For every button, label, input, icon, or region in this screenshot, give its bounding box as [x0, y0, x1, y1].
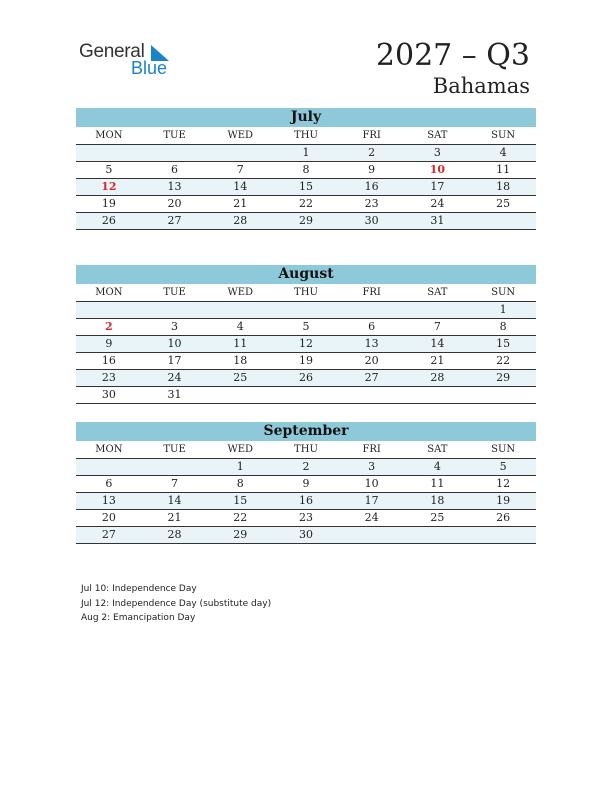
empty-day-cell — [405, 527, 471, 544]
day-cell: 26 — [76, 213, 142, 230]
day-cell: 18 — [405, 493, 471, 510]
week-row — [76, 213, 536, 230]
holiday-note: Aug 2: Emancipation Day — [81, 613, 196, 623]
day-cell: 6 — [339, 319, 405, 336]
month-september — [76, 422, 536, 544]
week-row — [76, 162, 536, 179]
day-cell: 1 — [470, 302, 536, 319]
weekday-header: FRI — [339, 284, 405, 302]
day-cell: 22 — [470, 353, 536, 370]
day-cell: 15 — [207, 493, 273, 510]
logo — [79, 41, 179, 81]
day-cell: 1 — [207, 459, 273, 476]
weekday-header: THU — [273, 441, 339, 459]
empty-day-cell — [470, 387, 536, 404]
day-cell: 13 — [76, 493, 142, 510]
day-cell: 8 — [273, 162, 339, 179]
day-cell: 30 — [76, 387, 142, 404]
day-cell: 11 — [207, 336, 273, 353]
month-august — [76, 265, 536, 404]
day-cell: 24 — [142, 370, 208, 387]
day-cell: 5 — [273, 319, 339, 336]
day-cell: 6 — [142, 162, 208, 179]
calendar-grid — [76, 284, 536, 404]
weekday-header: SAT — [405, 441, 471, 459]
day-cell: 9 — [273, 476, 339, 493]
day-cell: 3 — [405, 145, 471, 162]
day-cell: 28 — [142, 527, 208, 544]
month-title: August — [76, 265, 536, 284]
day-cell: 25 — [207, 370, 273, 387]
day-cell: 9 — [339, 162, 405, 179]
day-cell: 10 — [339, 476, 405, 493]
week-row — [76, 179, 536, 196]
empty-day-cell — [207, 387, 273, 404]
calendar-grid — [76, 127, 536, 230]
day-cell: 16 — [339, 179, 405, 196]
day-cell: 19 — [76, 196, 142, 213]
month-title: September — [76, 422, 536, 441]
weekday-header: TUE — [142, 284, 208, 302]
empty-day-cell — [76, 459, 142, 476]
empty-day-cell — [76, 145, 142, 162]
week-row — [76, 336, 536, 353]
week-row — [76, 527, 536, 544]
day-cell: 21 — [405, 353, 471, 370]
empty-day-cell — [273, 387, 339, 404]
week-row — [76, 493, 536, 510]
day-cell: 21 — [207, 196, 273, 213]
day-cell: 23 — [76, 370, 142, 387]
week-row — [76, 196, 536, 213]
day-cell: 24 — [405, 196, 471, 213]
weekday-header: TUE — [142, 441, 208, 459]
holiday-note: Jul 12: Independence Day (substitute day) — [81, 598, 272, 609]
day-cell: 21 — [142, 510, 208, 527]
day-cell: 8 — [470, 319, 536, 336]
day-cell: 24 — [339, 510, 405, 527]
day-cell: 15 — [470, 336, 536, 353]
holiday-notes — [81, 582, 271, 626]
day-cell: 7 — [405, 319, 471, 336]
day-cell: 20 — [76, 510, 142, 527]
day-cell: 13 — [142, 179, 208, 196]
empty-day-cell — [470, 213, 536, 230]
calendar-grid — [76, 441, 536, 544]
weekday-header: MON — [76, 127, 142, 145]
page-title: 2027 – Q3 — [375, 38, 530, 73]
day-cell: 19 — [470, 493, 536, 510]
day-cell: 17 — [339, 493, 405, 510]
day-cell: 7 — [207, 162, 273, 179]
day-cell: 2 — [273, 459, 339, 476]
day-cell: 16 — [76, 353, 142, 370]
day-cell: 30 — [339, 213, 405, 230]
day-cell: 29 — [470, 370, 536, 387]
day-cell: 3 — [339, 459, 405, 476]
empty-day-cell — [76, 302, 142, 319]
day-cell: 31 — [142, 387, 208, 404]
weekday-header: WED — [207, 441, 273, 459]
weekday-header: SUN — [470, 441, 536, 459]
month-july — [76, 108, 536, 230]
holiday-note: Jul 10: Independence Day — [81, 584, 197, 594]
day-cell: 26 — [273, 370, 339, 387]
weekday-header: THU — [273, 127, 339, 145]
empty-day-cell — [339, 387, 405, 404]
week-row — [76, 459, 536, 476]
weekday-header: THU — [273, 284, 339, 302]
empty-day-cell — [142, 145, 208, 162]
empty-day-cell — [339, 527, 405, 544]
day-cell: 8 — [207, 476, 273, 493]
day-cell: 2 — [339, 145, 405, 162]
day-cell: 9 — [76, 336, 142, 353]
day-cell: 10 — [405, 162, 471, 179]
day-cell: 25 — [405, 510, 471, 527]
day-cell: 6 — [76, 476, 142, 493]
day-cell: 14 — [207, 179, 273, 196]
day-cell: 28 — [405, 370, 471, 387]
day-cell: 2 — [76, 319, 142, 336]
month-title: July — [76, 108, 536, 127]
day-cell: 13 — [339, 336, 405, 353]
week-row — [76, 476, 536, 493]
weekday-header: MON — [76, 441, 142, 459]
weekday-header: SAT — [405, 127, 471, 145]
day-cell: 14 — [405, 336, 471, 353]
day-cell: 25 — [470, 196, 536, 213]
day-cell: 22 — [273, 196, 339, 213]
weekday-header: MON — [76, 284, 142, 302]
weekday-header: SUN — [470, 127, 536, 145]
weekday-header: FRI — [339, 441, 405, 459]
empty-day-cell — [142, 302, 208, 319]
day-cell: 20 — [339, 353, 405, 370]
empty-day-cell — [207, 145, 273, 162]
weekday-header: SUN — [470, 284, 536, 302]
day-cell: 29 — [207, 527, 273, 544]
empty-day-cell — [470, 527, 536, 544]
day-cell: 12 — [76, 179, 142, 196]
day-cell: 10 — [142, 336, 208, 353]
day-cell: 28 — [207, 213, 273, 230]
day-cell: 1 — [273, 145, 339, 162]
day-cell: 31 — [405, 213, 471, 230]
country-name: Bahamas — [432, 74, 530, 98]
empty-day-cell — [273, 302, 339, 319]
weekday-header: SAT — [405, 284, 471, 302]
day-cell: 15 — [273, 179, 339, 196]
week-row — [76, 302, 536, 319]
day-cell: 11 — [405, 476, 471, 493]
day-cell: 12 — [470, 476, 536, 493]
day-cell: 22 — [207, 510, 273, 527]
empty-day-cell — [339, 302, 405, 319]
week-row — [76, 370, 536, 387]
week-row — [76, 387, 536, 404]
day-cell: 3 — [142, 319, 208, 336]
day-cell: 17 — [142, 353, 208, 370]
week-row — [76, 353, 536, 370]
week-row — [76, 319, 536, 336]
day-cell: 5 — [470, 459, 536, 476]
day-cell: 26 — [470, 510, 536, 527]
day-cell: 23 — [339, 196, 405, 213]
day-cell: 27 — [76, 527, 142, 544]
day-cell: 27 — [142, 213, 208, 230]
weekday-header: WED — [207, 284, 273, 302]
day-cell: 16 — [273, 493, 339, 510]
day-cell: 29 — [273, 213, 339, 230]
day-cell: 19 — [273, 353, 339, 370]
logo-general-text: General — [79, 41, 145, 62]
day-cell: 18 — [470, 179, 536, 196]
empty-day-cell — [142, 459, 208, 476]
day-cell: 5 — [76, 162, 142, 179]
weekday-header: FRI — [339, 127, 405, 145]
day-cell: 12 — [273, 336, 339, 353]
day-cell: 11 — [470, 162, 536, 179]
weekday-header: WED — [207, 127, 273, 145]
weekday-header: TUE — [142, 127, 208, 145]
day-cell: 17 — [405, 179, 471, 196]
empty-day-cell — [207, 302, 273, 319]
day-cell: 23 — [273, 510, 339, 527]
week-row — [76, 145, 536, 162]
day-cell: 14 — [142, 493, 208, 510]
day-cell: 4 — [405, 459, 471, 476]
day-cell: 4 — [470, 145, 536, 162]
empty-day-cell — [405, 302, 471, 319]
logo-blue-text: Blue — [131, 58, 168, 78]
day-cell: 27 — [339, 370, 405, 387]
day-cell: 4 — [207, 319, 273, 336]
empty-day-cell — [405, 387, 471, 404]
week-row — [76, 510, 536, 527]
day-cell: 18 — [207, 353, 273, 370]
day-cell: 7 — [142, 476, 208, 493]
day-cell: 30 — [273, 527, 339, 544]
day-cell: 20 — [142, 196, 208, 213]
